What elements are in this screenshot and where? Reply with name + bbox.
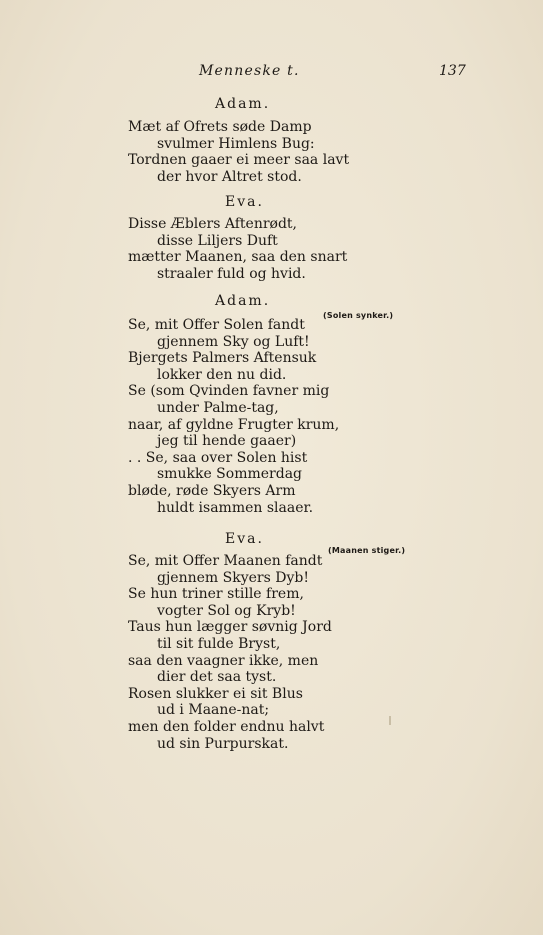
stage-direction: (Maanen stiger.) [328, 546, 406, 555]
verse-line: men den folder endnu halvt [128, 718, 325, 735]
verse-line: svulmer Himlens Bug: [157, 135, 315, 152]
running-title: Menneske t. [199, 63, 300, 79]
verse-line: Se, mit Offer Solen fandt [128, 317, 305, 333]
verse-line: Se hun triner stille frem, [128, 586, 304, 603]
stanza-eva-2 [128, 553, 332, 752]
stage-direction: (Solen synker.) [323, 311, 394, 320]
page-number: 137 [439, 63, 466, 79]
verse-line: Mæt af Ofrets søde Damp [128, 119, 312, 135]
verse-line: Disse Æblers Aftenrødt, [128, 216, 298, 232]
verse-line: Se (som Qvinden favner mig [128, 383, 330, 400]
verse-line: saa den vaagner ikke, men [128, 652, 319, 669]
paper-blemish [389, 716, 391, 725]
stanza-adam-2 [128, 317, 339, 516]
verse-line: der hvor Altret stod. [157, 168, 302, 185]
verse-line: disse Liljers Duft [157, 232, 278, 249]
verse-line: lokker den nu did. [157, 366, 287, 383]
speaker-eva-1: Eva. [225, 194, 264, 210]
verse-line: ud sin Purpurskat. [157, 735, 289, 752]
verse-line: under Palme-tag, [157, 399, 279, 416]
verse-line: huldt isammen slaaer. [157, 499, 314, 516]
verse-line: Rosen slukker ei sit Blus [128, 685, 303, 702]
verse-line: mætter Maanen, saa den snart [128, 249, 348, 266]
verse-line: Bjergets Palmers Aftensuk [128, 350, 317, 367]
verse-line: naar, af gyldne Frugter krum, [128, 416, 340, 433]
verse-line: Taus hun lægger søvnig Jord [128, 619, 332, 636]
speaker-adam-1: Adam. [215, 96, 271, 112]
verse-line: bløde, røde Skyers Arm [128, 482, 296, 499]
stanza-eva-1 [128, 216, 347, 282]
verse-line: gjennem Skyers Dyb! [157, 569, 309, 586]
verse-line: Tordnen gaaer ei meer saa lavt [128, 152, 350, 169]
verse-line: vogter Sol og Kryb! [157, 602, 296, 619]
stanza-adam-1 [128, 119, 349, 185]
verse-line: ud i Maane-nat; [157, 702, 270, 719]
speaker-adam-2: Adam. [215, 293, 271, 309]
verse-line: gjennem Sky og Luft! [157, 333, 310, 350]
verse-line: jeg til hende gaaer) [157, 433, 297, 450]
speaker-eva-2: Eva. [225, 531, 264, 547]
verse-line: smukke Sommerdag [157, 466, 302, 483]
verse-line: til sit fulde Bryst, [157, 635, 281, 652]
verse-line: . . Se, saa over Solen hist [128, 449, 308, 466]
verse-line: Se, mit Offer Maanen fandt [128, 553, 323, 569]
verse-line: dier det saa tyst. [157, 669, 277, 686]
verse-line: straaler fuld og hvid. [157, 265, 306, 282]
